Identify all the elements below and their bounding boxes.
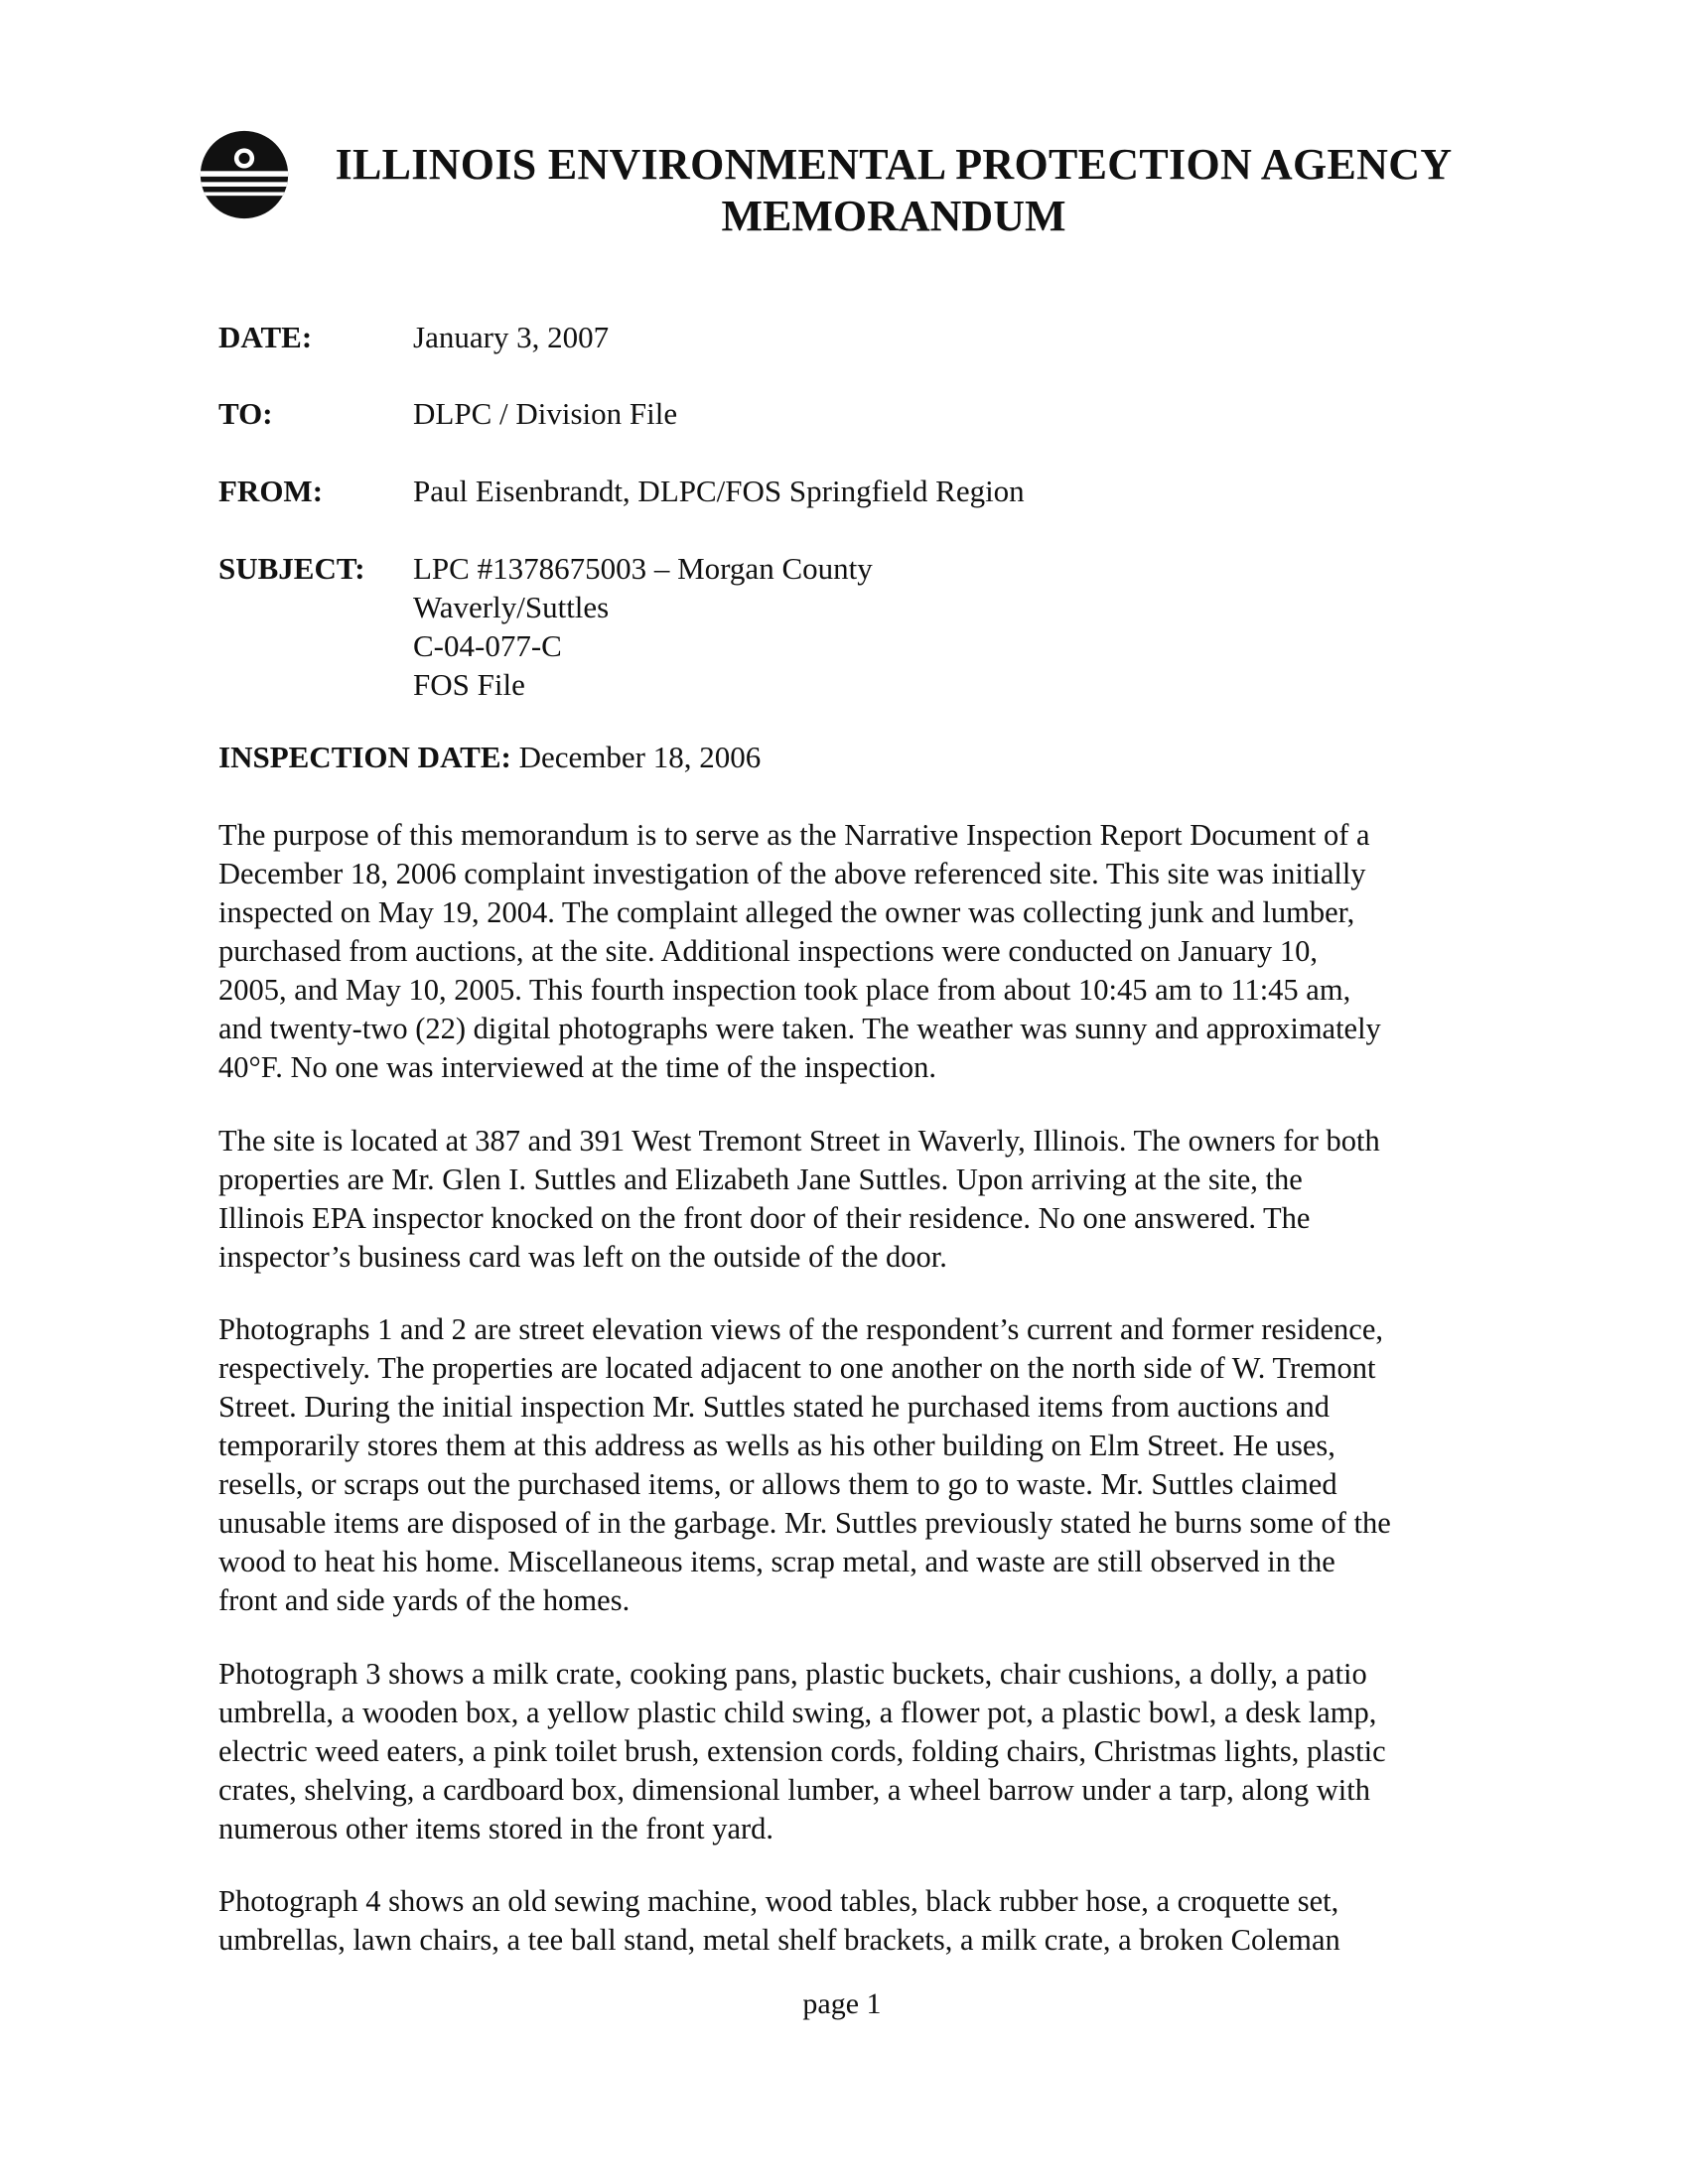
paragraph-photograph-3	[218, 1655, 1509, 1848]
text-line: inspected on May 19, 2004. The complaint alleged the owner was collecting junk and lumber,	[218, 895, 1355, 929]
inspection-date-label: INSPECTION DATE:	[218, 740, 511, 774]
text-line: crates, shelving, a cardboard box, dimensional lumber, a wheel barrow under a tarp, along with	[218, 1773, 1370, 1807]
subject-line: C-04-077-C	[413, 628, 562, 663]
text-line: front and side yards of the homes.	[218, 1583, 631, 1617]
agency-name: ILLINOIS ENVIRONMENTAL PROTECTION AGENCY	[335, 140, 1453, 189]
text-line: 2005, and May 10, 2005. This fourth inspection took place from about 10:45 am to 11:45 am,	[218, 973, 1351, 1007]
date-value: January 3, 2007	[413, 320, 610, 354]
text-line: unusable items are disposed of in the garbage. Mr. Suttles previously stated he burns some of the	[218, 1506, 1391, 1540]
subject-line: FOS File	[413, 667, 525, 702]
text-line: and twenty-two (22) digital photographs were taken. The weather was sunny and approximately	[218, 1012, 1381, 1045]
from-value: Paul Eisenbrandt, DLPC/FOS Springfield Region	[413, 474, 1025, 508]
subject-value	[413, 549, 873, 704]
date-label: DATE:	[218, 320, 313, 354]
text-line: Illinois EPA inspector knocked on the front door of their residence. No one answered. The	[218, 1201, 1311, 1235]
paragraph-purpose	[218, 816, 1509, 1087]
document-type: MEMORANDUM	[721, 192, 1066, 240]
inspection-date	[218, 738, 761, 777]
text-line: wood to heat his home. Miscellaneous items, scrap metal, and waste are still observed in the	[218, 1545, 1335, 1578]
subject-line: LPC #1378675003 – Morgan County	[413, 551, 873, 586]
paragraph-photographs-1-2	[218, 1310, 1509, 1620]
text-line: umbrella, a wooden box, a yellow plastic child swing, a flower pot, a plastic bowl, a desk lamp,	[218, 1696, 1377, 1729]
to-field	[218, 394, 677, 434]
text-line: The site is located at 387 and 391 West Tremont Street in Waverly, Illinois. The owners for both	[218, 1124, 1380, 1158]
text-line: umbrellas, lawn chairs, a tee ball stand, metal shelf brackets, a milk crate, a broken Coleman	[218, 1923, 1340, 1957]
to-value: DLPC / Division File	[413, 396, 678, 431]
agency-logo-icon	[199, 129, 290, 220]
text-line: Photographs 1 and 2 are street elevation views of the respondent’s current and former residence,	[218, 1312, 1383, 1346]
paragraph-photograph-4	[218, 1882, 1509, 1960]
from-label: FROM:	[218, 474, 324, 508]
text-line: 40°F. No one was interviewed at the time of the inspection.	[218, 1050, 936, 1084]
subject-field	[218, 549, 873, 704]
subject-line: Waverly/Suttles	[413, 590, 610, 624]
text-line: electric weed eaters, a pink toilet brush, extension cords, folding chairs, Christmas lights, plastic	[218, 1734, 1386, 1768]
text-line: properties are Mr. Glen I. Suttles and Elizabeth Jane Suttles. Upon arriving at the site, the	[218, 1162, 1303, 1196]
text-line: The purpose of this memorandum is to serve as the Narrative Inspection Report Document of a	[218, 818, 1370, 852]
paragraph-site-location	[218, 1122, 1509, 1277]
inspection-date-value: December 18, 2006	[518, 740, 762, 774]
memo-header	[298, 139, 1489, 242]
text-line: resells, or scraps out the purchased items, or allows them to go to waste. Mr. Suttles claimed	[218, 1467, 1337, 1501]
text-line: respectively. The properties are located adjacent to one another on the north side of W. Tremont	[218, 1351, 1376, 1385]
text-line: Street. During the initial inspection Mr. Suttles stated he purchased items from auctions and	[218, 1390, 1330, 1424]
text-line: December 18, 2006 complaint investigation of the above referenced site. This site was initially	[218, 857, 1366, 890]
date-field	[218, 318, 609, 357]
text-line: inspector’s business card was left on the outside of the door.	[218, 1240, 947, 1274]
text-line: temporarily stores them at this address as wells as his other building on Elm Street. He uses,	[218, 1429, 1335, 1462]
to-label: TO:	[218, 396, 273, 431]
text-line: purchased from auctions, at the site. Additional inspections were conducted on January 10,	[218, 934, 1319, 968]
text-line: Photograph 3 shows a milk crate, cooking pans, plastic buckets, chair cushions, a dolly, a patio	[218, 1657, 1367, 1691]
page-number: page 1	[802, 1987, 882, 2020]
text-line: Photograph 4 shows an old sewing machine, wood tables, black rubber hose, a croquette set,	[218, 1884, 1339, 1918]
subject-label: SUBJECT:	[218, 551, 365, 586]
text-line: numerous other items stored in the front yard.	[218, 1812, 774, 1845]
from-field	[218, 472, 1025, 511]
